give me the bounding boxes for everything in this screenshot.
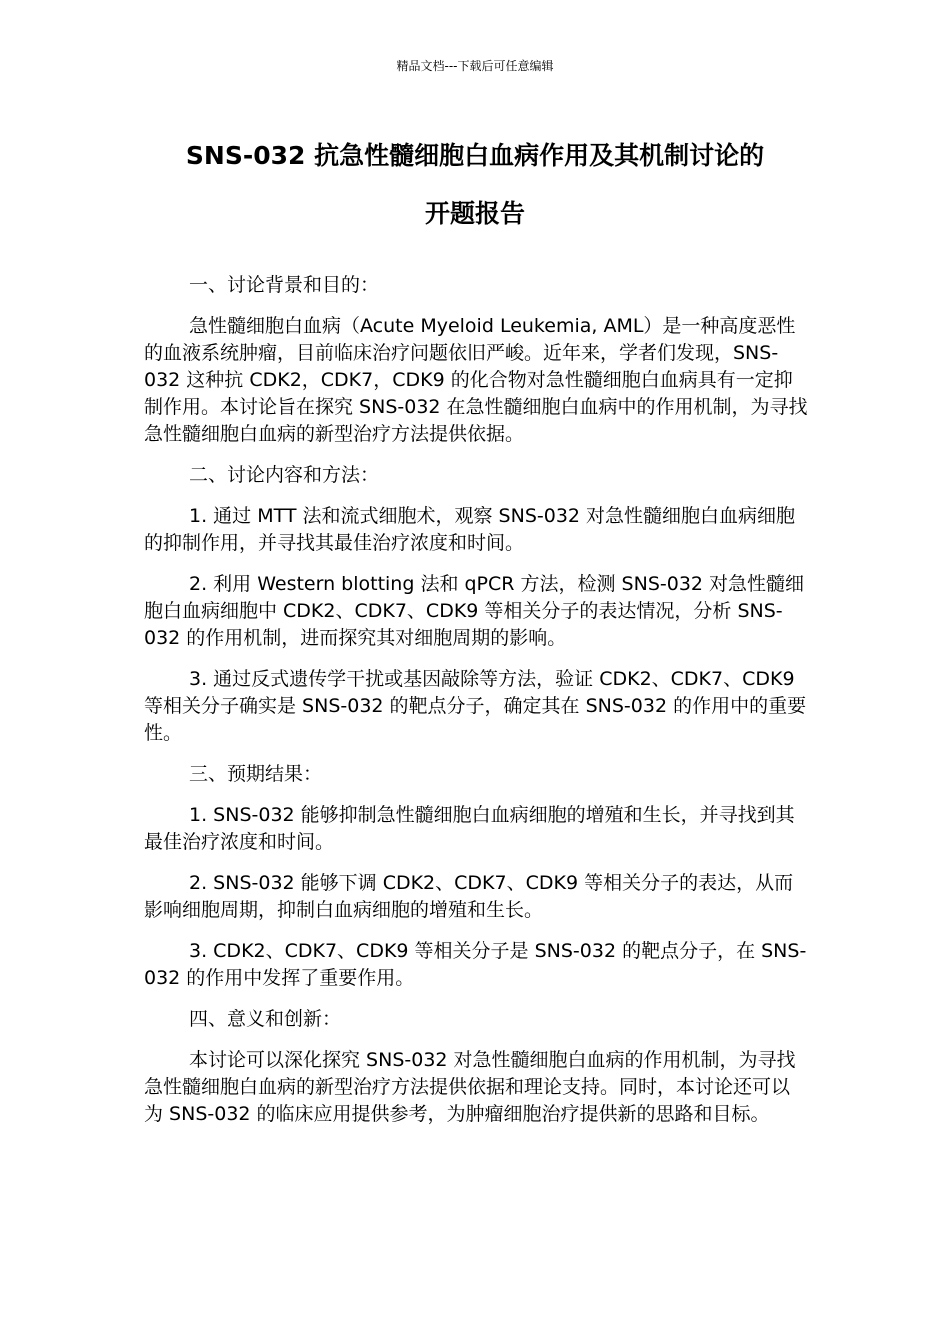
results-item-2: 2. SNS-032 能够下调 CDK2、CDK7、CDK9 等相关分子的表达，从而影响细胞周期，抑制白血病细胞的增殖和生长。 [144,872,794,921]
results-item-3: 3. CDK2、CDK7、CDK9 等相关分子是 SNS-032 的靶点分子，在 SNS-032 的作用中发挥了重要作用。 [144,940,807,989]
document-title-line2: 开题报告 [424,199,525,228]
methods-item-2: 2. 利用 Western blotting 法和 qPCR 方法，检测 SNS-032 对急性髓细胞白血病细胞中 CDK2、CDK7、CDK9 等相关分子的表达情况，分析 SNS-032 的作用机制，进而探究其对细胞周期的影响。 [144,573,805,649]
background-paragraph: 急性髓细胞白血病（Acute Myeloid Leukemia, AML）是一种高度恶性的血液系统肿瘤，目前临床治疗问题依旧严峻。近年来，学者们发现，SNS-032 这种抗 CDK2，CDK7，CDK9 的化合物对急性髓细胞白血病具有一定抑制作用。本讨论旨在探究 SNS-032 在急性髓细胞白血病中的作用机制，为寻找急性髓细胞白血病的新型治疗方法提供依据。 [144,315,808,445]
results-item-1: 1. SNS-032 能够抑制急性髓细胞白血病细胞的增殖和生长，并寻找到其最佳治疗浓度和时间。 [144,804,795,853]
header-note: 精品文档---下载后可任意编辑 [396,59,554,73]
methods-item-1: 1. 通过 MTT 法和流式细胞术，观察 SNS-032 对急性髓细胞白血病细胞的抑制作用，并寻找其最佳治疗浓度和时间。 [144,505,796,554]
section-heading-methods: 二、讨论内容和方法： [189,464,380,486]
document-body [144,272,808,1142]
section-heading-background: 一、讨论背景和目的： [189,274,380,296]
section-heading-significance: 四、意义和创新： [189,1008,342,1030]
methods-item-3: 3. 通过反式遗传学干扰或基因敲除等方法，验证 CDK2、CDK7、CDK9 等相关分子确实是 SNS-032 的靶点分子，确定其在 SNS-032 的作用中的重要性。 [144,668,807,744]
section-heading-results: 三、预期结果： [189,763,323,785]
document-title-line1: SNS-032 抗急性髓细胞白血病作用及其机制讨论的 [185,141,765,170]
significance-paragraph: 本讨论可以深化探究 SNS-032 对急性髓细胞白血病的作用机制，为寻找急性髓细胞白血病的新型治疗方法提供依据和理论支持。同时，本讨论还可以为 SNS-032 的临床应用提供参考，为肿瘤细胞治疗提供新的思路和目标。 [144,1049,796,1125]
